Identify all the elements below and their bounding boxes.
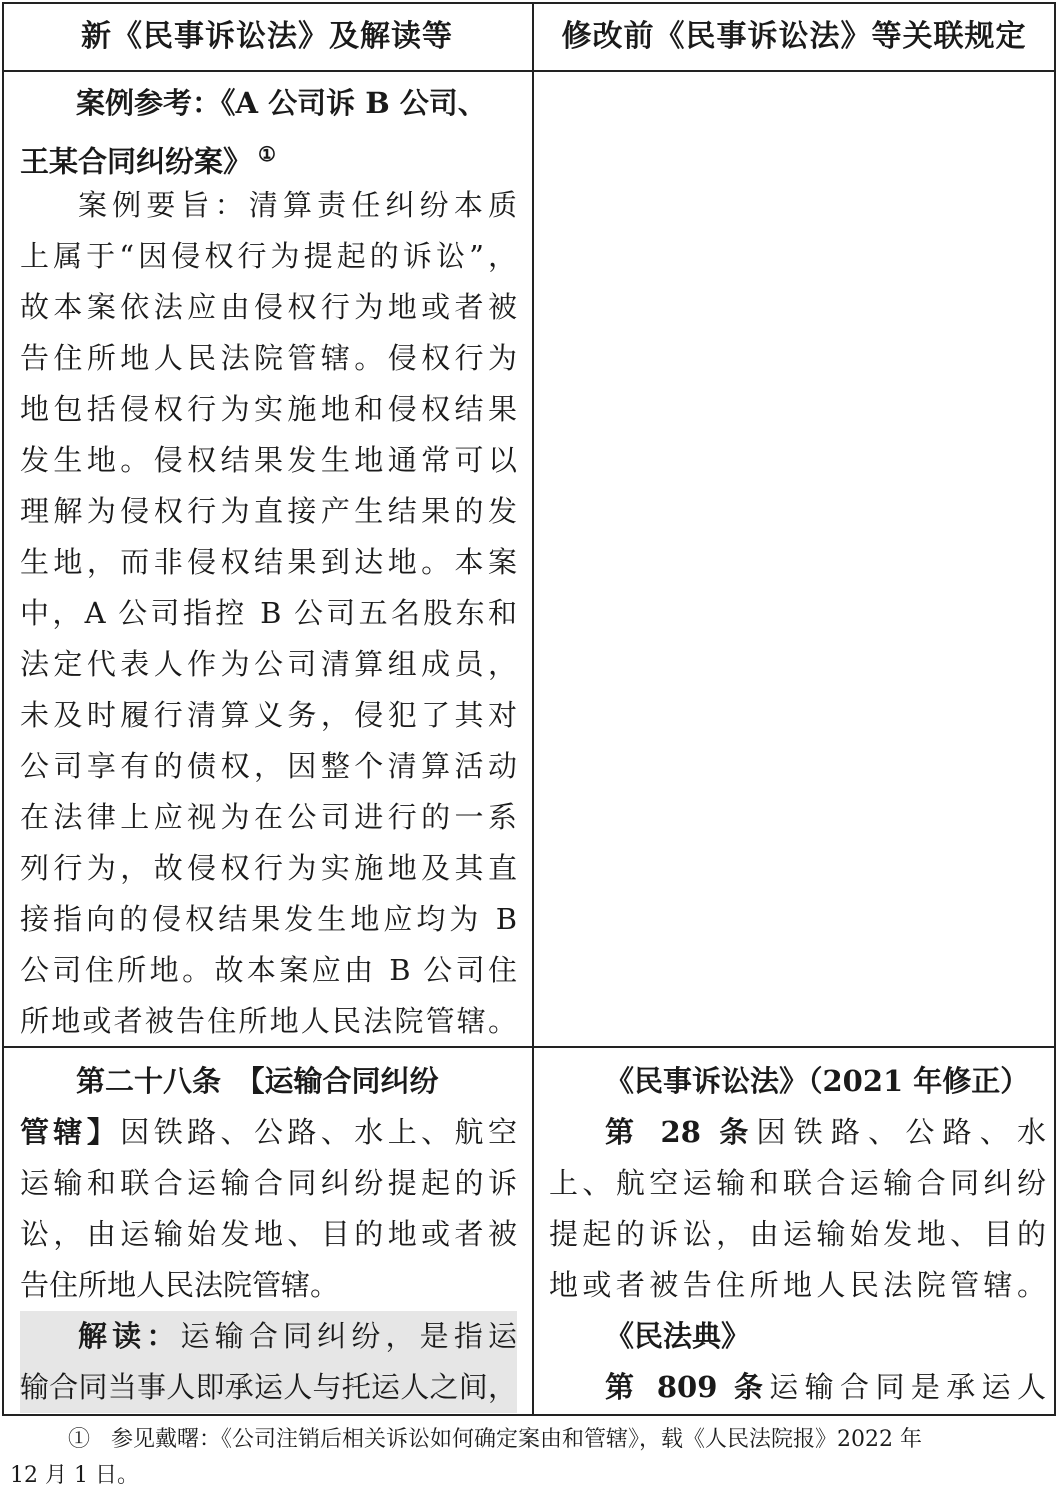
footnote-text: 参见戴曙：《公司注销后相关诉讼如何确定案由和管辖》，载《人民法院报》2022 年	[111, 1427, 922, 1452]
column-header-old-law: 修改前《民事诉讼法》等关联规定	[561, 19, 1027, 54]
case-line: 告住所地人民法院管辖。侵权行为	[20, 341, 517, 375]
comparison-table	[2, 2, 1056, 1416]
footnote-line-2: 12 月 1 日。	[10, 1463, 139, 1488]
article-809-label: 第 809 条	[605, 1370, 770, 1404]
case-line: 法定代表人作为公司清算组成员，	[20, 647, 517, 681]
column-header-new-law: 新《民事诉讼法》及解读等	[81, 19, 453, 54]
case-line: 地包括侵权行为实施地和侵权结果	[20, 392, 517, 426]
case-line: 公司享有的债权，因整个清算活动	[20, 749, 517, 783]
case-reference	[20, 78, 517, 1047]
article-28-old-line: 提起的诉讼，由运输始发地、目的	[549, 1217, 1046, 1251]
interpretation-text: 运输合同纠纷，是指运	[180, 1319, 517, 1353]
case-line: 中，A 公司指控 B 公司五名股东和	[20, 596, 517, 630]
article-heading-rest: 因铁路、公路、水上、航空	[120, 1115, 517, 1149]
article-28-old-line: 上、航空运输和联合运输合同纠纷	[549, 1166, 1046, 1200]
article-809-line-1	[549, 1362, 1046, 1413]
case-line: 接指向的侵权结果发生地应均为 B	[20, 902, 517, 936]
case-line: 故本案依法应由侵权行为地或者被	[20, 290, 517, 324]
article-809-text: 运输合同是承运人	[769, 1370, 1046, 1404]
article-28-new	[20, 1056, 517, 1413]
interpretation-line-2: 输合同当事人即承运人与托运人之间，	[20, 1362, 517, 1413]
article-line: 告住所地人民法院管辖。	[20, 1268, 340, 1302]
case-line: 生地，而非侵权结果到达地。本案	[20, 545, 517, 579]
article-heading-line-2	[20, 1107, 517, 1158]
related-provisions	[549, 1056, 1046, 1413]
footnote-line-1	[10, 1422, 1055, 1458]
law-title-civil-procedure: 《民事诉讼法》（2021 年修正）	[605, 1064, 1030, 1098]
interpretation-label: 解读：	[78, 1319, 181, 1353]
case-title-line-1: 案例参考：《A 公司诉 B 公司、	[76, 86, 487, 120]
footnote-mark: ①	[258, 142, 276, 166]
article-line: 运输和联合运输合同纠纷提起的诉	[20, 1166, 517, 1200]
article-28-label: 第 28 条	[605, 1115, 757, 1149]
case-line: 发生地。侵权结果发生地通常可以	[20, 443, 517, 477]
case-line: 理解为侵权行为直接产生结果的发	[20, 494, 517, 528]
article-28-old-line: 地或者被告住所地人民法院管辖。	[549, 1268, 1046, 1302]
case-line: 所地或者被告住所地人民法院管辖。	[20, 1004, 517, 1038]
case-title-text: 王某合同纠纷案》	[20, 144, 253, 179]
article-heading-bold: 管辖】	[20, 1115, 121, 1149]
footnote	[10, 1422, 1055, 1494]
interpretation-line-1	[20, 1311, 517, 1362]
footnote-number: ①	[68, 1427, 91, 1452]
column-divider	[532, 4, 534, 1414]
article-line: 讼，由运输始发地、目的地或者被	[20, 1217, 517, 1251]
article-28-text: 因铁路、公路、水	[756, 1115, 1046, 1149]
case-line: 未及时履行清算义务，侵犯了其对	[20, 698, 517, 732]
article-heading-line-1: 第二十八条 【运输合同纠纷	[76, 1064, 439, 1098]
case-line: 上属于“因侵权行为提起的诉讼”，	[20, 239, 517, 273]
case-title-line-2	[20, 129, 517, 180]
case-line: 列行为，故侵权行为实施地及其直	[20, 851, 517, 885]
law-title-civil-code: 《民法典》	[605, 1319, 751, 1353]
article-28-old-line-1	[549, 1107, 1046, 1158]
case-line: 公司住所地。故本案应由 B 公司住	[20, 953, 517, 987]
case-line: 案例要旨：清算责任纠纷本质	[78, 188, 517, 222]
header-divider	[4, 70, 1054, 72]
case-line: 在法律上应视为在公司进行的一系	[20, 800, 517, 834]
